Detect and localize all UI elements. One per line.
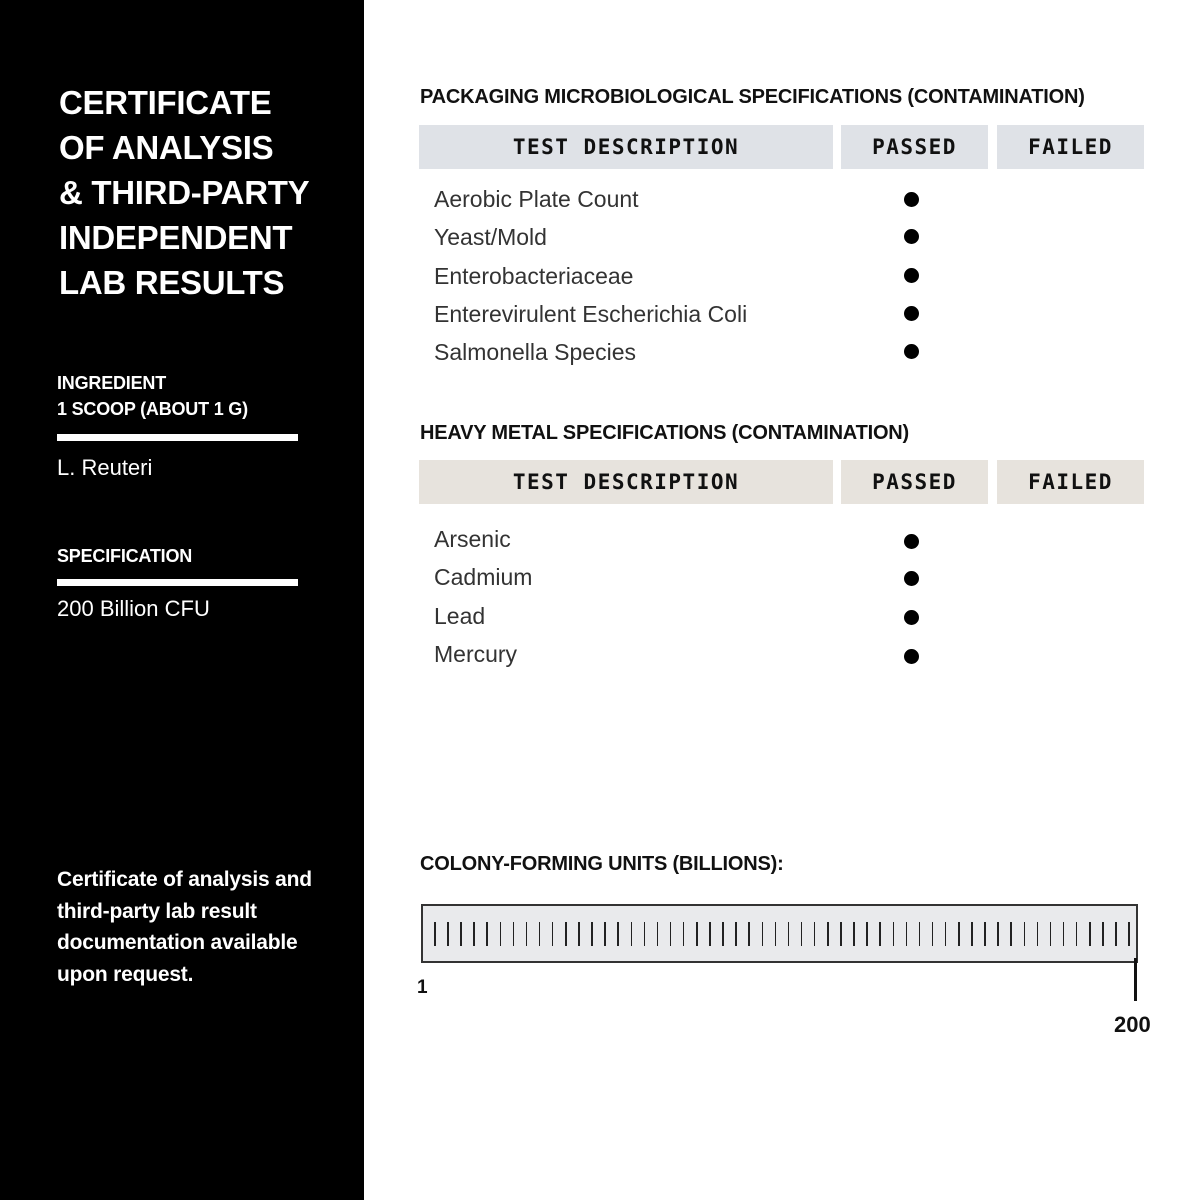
- ingredient-divider: [57, 434, 298, 441]
- passed-indicator: [904, 534, 919, 549]
- sidebar: [0, 0, 364, 1200]
- gauge-tick: [526, 922, 528, 946]
- metal-test-row: Mercury: [434, 641, 518, 667]
- micro-test-row: Aerobic Plate Count: [434, 186, 639, 212]
- metal-header-failed: FAILED: [997, 460, 1144, 504]
- gauge-tick: [984, 922, 986, 946]
- gauge-tick: [762, 922, 764, 946]
- specification-divider: [57, 579, 298, 586]
- gauge-max-label: 200: [1114, 1012, 1151, 1037]
- micro-header-failed: FAILED: [997, 125, 1144, 169]
- gauge-tick: [670, 922, 672, 946]
- gauge-tick: [460, 922, 462, 946]
- gauge-tick: [879, 922, 881, 946]
- gauge-tick: [500, 922, 502, 946]
- gauge-tick: [565, 922, 567, 946]
- gauge-tick: [1128, 922, 1130, 946]
- ingredient-value: L. Reuteri: [57, 455, 153, 480]
- gauge-tick: [1089, 922, 1091, 946]
- micro-test-row: Yeast/Mold: [434, 224, 547, 250]
- gauge-max-marker: [1134, 958, 1137, 1001]
- gauge-tick: [958, 922, 960, 946]
- metal-test-row: Lead: [434, 603, 486, 629]
- gauge-tick: [696, 922, 698, 946]
- heavy-metal-section-title: HEAVY METAL SPECIFICATIONS (CONTAMINATION): [420, 422, 910, 444]
- gauge-tick: [1063, 922, 1065, 946]
- gauge-tick: [1037, 922, 1039, 946]
- gauge-tick: [617, 922, 619, 946]
- gauge-tick: [788, 922, 790, 946]
- passed-indicator: [904, 306, 919, 321]
- metal-header-test-description: TEST DESCRIPTION: [419, 460, 833, 504]
- gauge-tick: [748, 922, 750, 946]
- gauge-tick: [683, 922, 685, 946]
- microbiological-section-title: PACKAGING MICROBIOLOGICAL SPECIFICATIONS (CONTAMINATION): [420, 86, 1085, 108]
- micro-test-row: Enterevirulent Escherichia Coli: [434, 301, 748, 327]
- passed-indicator: [904, 649, 919, 664]
- gauge-tick: [591, 922, 593, 946]
- title-line: LAB RESULTS: [59, 264, 285, 301]
- passed-indicator: [904, 268, 919, 283]
- gauge-tick: [919, 922, 921, 946]
- gauge-tick: [473, 922, 475, 946]
- gauge-tick: [539, 922, 541, 946]
- micro-header-passed: PASSED: [841, 125, 988, 169]
- gauge-min-label: 1: [417, 977, 428, 998]
- title-line: OF ANALYSIS: [59, 129, 274, 166]
- gauge-tick: [657, 922, 659, 946]
- passed-indicator: [904, 229, 919, 244]
- gauge-tick: [735, 922, 737, 946]
- gauge-tick: [945, 922, 947, 946]
- gauge-tick: [801, 922, 803, 946]
- gauge-tick: [775, 922, 777, 946]
- certificate-title: [59, 80, 349, 305]
- title-line: INDEPENDENT: [59, 219, 293, 256]
- metal-header-passed: PASSED: [841, 460, 988, 504]
- gauge-tick: [1050, 922, 1052, 946]
- gauge-tick: [1115, 922, 1117, 946]
- gauge-tick: [893, 922, 895, 946]
- gauge-tick: [827, 922, 829, 946]
- gauge-tick: [604, 922, 606, 946]
- gauge-tick: [853, 922, 855, 946]
- gauge-tick: [1102, 922, 1104, 946]
- gauge-tick: [709, 922, 711, 946]
- title-line: & THIRD-PARTY: [59, 174, 310, 211]
- gauge-tick: [997, 922, 999, 946]
- availability-note: Certificate of analysis and third-party lab result documentation available upon request.: [57, 868, 312, 986]
- gauge-tick: [1076, 922, 1078, 946]
- gauge-tick: [814, 922, 816, 946]
- gauge-tick: [447, 922, 449, 946]
- gauge-tick: [434, 922, 436, 946]
- ingredient-label-line: INGREDIENT: [57, 373, 167, 393]
- passed-indicator: [904, 571, 919, 586]
- gauge-tick: [971, 922, 973, 946]
- gauge-tick: [866, 922, 868, 946]
- gauge-tick: [631, 922, 633, 946]
- gauge-tick: [513, 922, 515, 946]
- micro-test-row: Enterobacteriaceae: [434, 263, 634, 289]
- specification-value: 200 Billion CFU: [57, 596, 210, 621]
- micro-header-test-description: TEST DESCRIPTION: [419, 125, 833, 169]
- gauge-tick: [722, 922, 724, 946]
- gauge-tick: [1024, 922, 1026, 946]
- cfu-gauge-bar: [421, 904, 1138, 963]
- gauge-tick: [486, 922, 488, 946]
- passed-indicator: [904, 344, 919, 359]
- title-line: CERTIFICATE: [59, 84, 272, 121]
- cfu-gauge-title: COLONY-FORMING UNITS (BILLIONS):: [420, 853, 784, 875]
- micro-test-row: Salmonella Species: [434, 339, 637, 365]
- metal-test-row: Arsenic: [434, 526, 511, 552]
- gauge-tick: [840, 922, 842, 946]
- gauge-tick: [578, 922, 580, 946]
- metal-test-row: Cadmium: [434, 564, 533, 590]
- gauge-tick: [552, 922, 554, 946]
- gauge-tick: [906, 922, 908, 946]
- passed-indicator: [904, 192, 919, 207]
- serving-size-label: 1 SCOOP (ABOUT 1 G): [57, 399, 248, 419]
- gauge-tick: [1010, 922, 1012, 946]
- gauge-tick: [644, 922, 646, 946]
- passed-indicator: [904, 610, 919, 625]
- specification-label: SPECIFICATION: [57, 546, 193, 566]
- gauge-tick: [932, 922, 934, 946]
- ingredient-label: [57, 370, 248, 422]
